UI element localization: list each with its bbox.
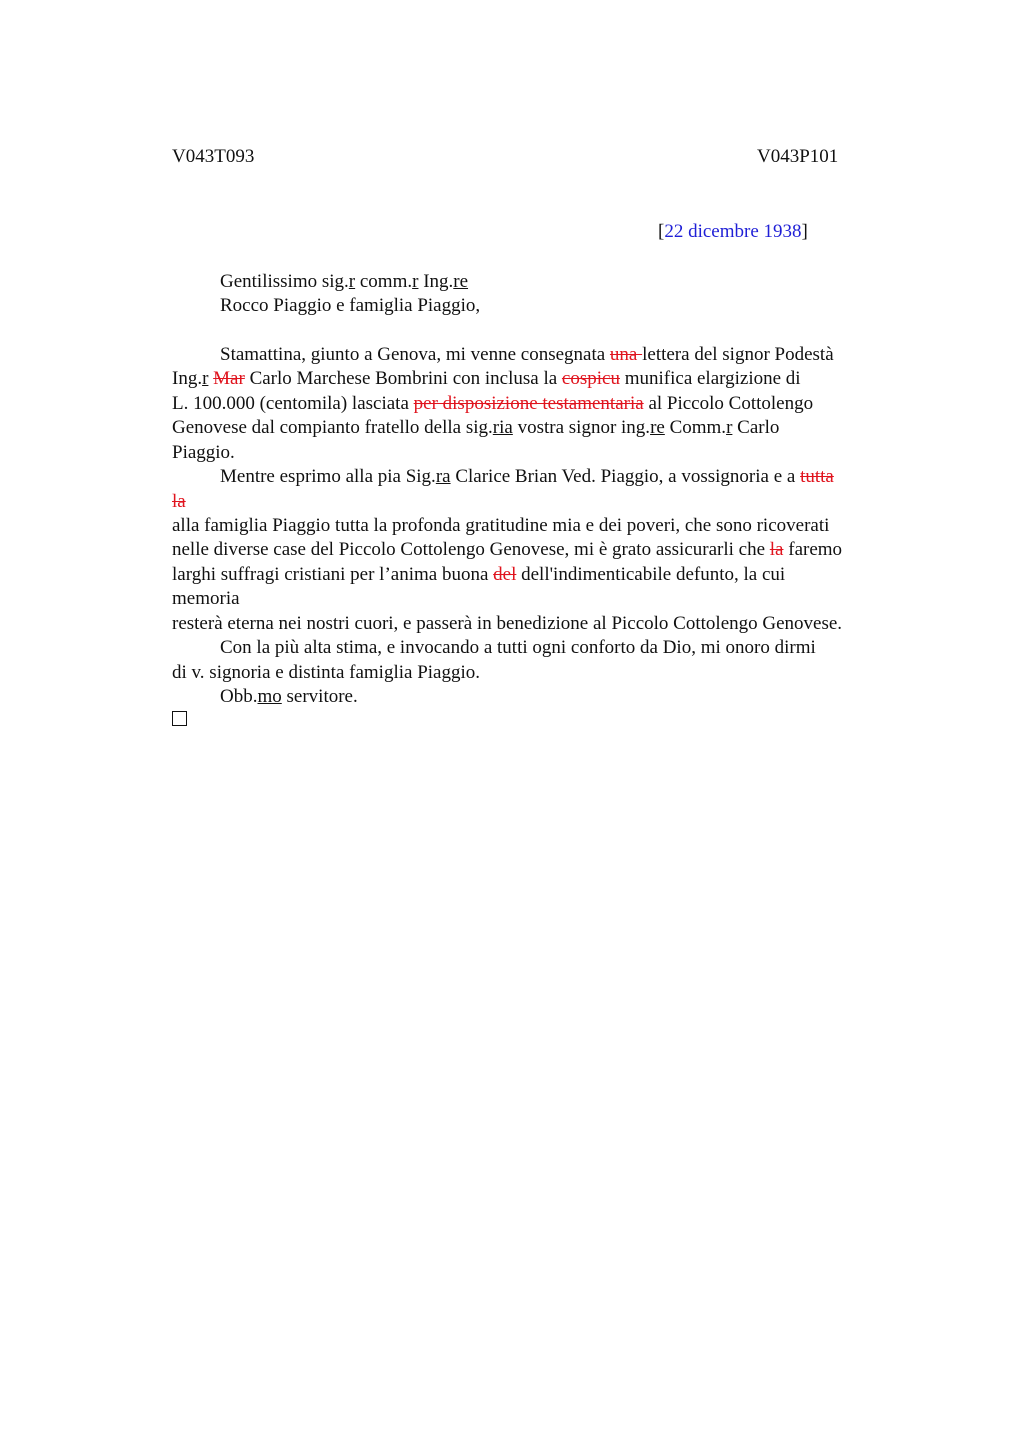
deleted-text: la [172, 491, 186, 512]
end-marker-square [172, 711, 187, 726]
body-line-5: Piaggio. [172, 442, 235, 463]
text: Stamattina, giunto a Genova, mi venne consegnata [220, 344, 610, 365]
text: Ing. [418, 271, 454, 292]
deleted-text: cospicu [561, 368, 620, 389]
document-code-left: V043T093 [172, 146, 255, 167]
body-line-10 [172, 563, 785, 587]
salutation-line-1 [220, 270, 468, 294]
text: munifica elargizione di [619, 368, 801, 389]
text: dell'indimenticabile defunto, la cui [516, 564, 786, 585]
deleted-text: tutta [800, 466, 834, 487]
signature-line [220, 685, 358, 709]
abbr-underlined: r [202, 368, 209, 389]
letter-date: [22 dicembre 1938] [658, 221, 808, 242]
abbr-underlined: r [412, 271, 419, 292]
body-line-14: di v. signoria e distinta famiglia Piaggio. [172, 662, 480, 683]
text: L. 100.000 (centomila) lasciata [172, 393, 414, 414]
text: Genovese dal compianto fratello della sig. [172, 417, 493, 438]
text: Carlo Marchese Bombrini con inclusa la [244, 368, 562, 389]
body-line-12: resterà eterna nei nostri cuori, e passerà in benedizione al Piccolo Cottolengo Genovese. [172, 613, 843, 634]
body-line-11: memoria [172, 588, 240, 609]
body-line-4 [172, 416, 779, 440]
abbr-underlined: r [348, 271, 356, 292]
abbr-underlined: ra [435, 466, 451, 487]
text: faremo [783, 539, 843, 560]
text: vostra signor ing. [512, 417, 651, 438]
text: Clarice Brian Ved. Piaggio, a vossignoria e a [450, 466, 801, 487]
deleted-text: una [609, 344, 643, 365]
text: Gentilissimo sig. [220, 271, 349, 292]
deleted-text: la [769, 539, 784, 560]
text: Carlo [732, 417, 780, 438]
body-line-1 [220, 343, 834, 367]
text: Ing. [172, 368, 203, 389]
text: Mentre esprimo alla pia Sig. [220, 466, 436, 487]
text: Obb. [220, 686, 258, 707]
body-line-3 [172, 392, 813, 416]
deleted-text: per disposizione testamentaria [413, 393, 644, 414]
abbr-underlined: r [726, 417, 733, 438]
abbr-underlined: re [650, 417, 665, 438]
abbr-underlined: mo [257, 686, 282, 707]
salutation-line-2: Rocco Piaggio e famiglia Piaggio, [220, 295, 481, 316]
body-line-8: alla famiglia Piaggio tutta la profonda gratitudine mia e dei poveri, che sono ricoverati [172, 515, 830, 536]
body-line-2 [172, 367, 801, 391]
text: al Piccolo Cottolengo [643, 393, 814, 414]
deleted-text: del [493, 564, 517, 585]
text: larghi suffragi cristiani per l’anima buona [172, 564, 494, 585]
body-line-6 [220, 465, 834, 489]
document-code-right: V043P101 [757, 146, 839, 167]
text: servitore. [281, 686, 358, 707]
text: comm. [355, 271, 413, 292]
deleted-text: Mar [213, 368, 245, 389]
text: Comm. [664, 417, 727, 438]
body-line-13: Con la più alta stima, e invocando a tutti ogni conforto da Dio, mi onoro dirmi [220, 637, 816, 658]
text: nelle diverse case del Piccolo Cottolengo Genovese, mi è grato assicurarli che [172, 539, 770, 560]
body-line-7 [172, 490, 186, 514]
text: lettera del signor Podestà [642, 344, 834, 365]
abbr-underlined: re [453, 271, 469, 292]
date-value: 22 dicembre 1938 [664, 221, 802, 242]
abbr-underlined: ria [492, 417, 513, 438]
body-line-9 [172, 538, 842, 562]
